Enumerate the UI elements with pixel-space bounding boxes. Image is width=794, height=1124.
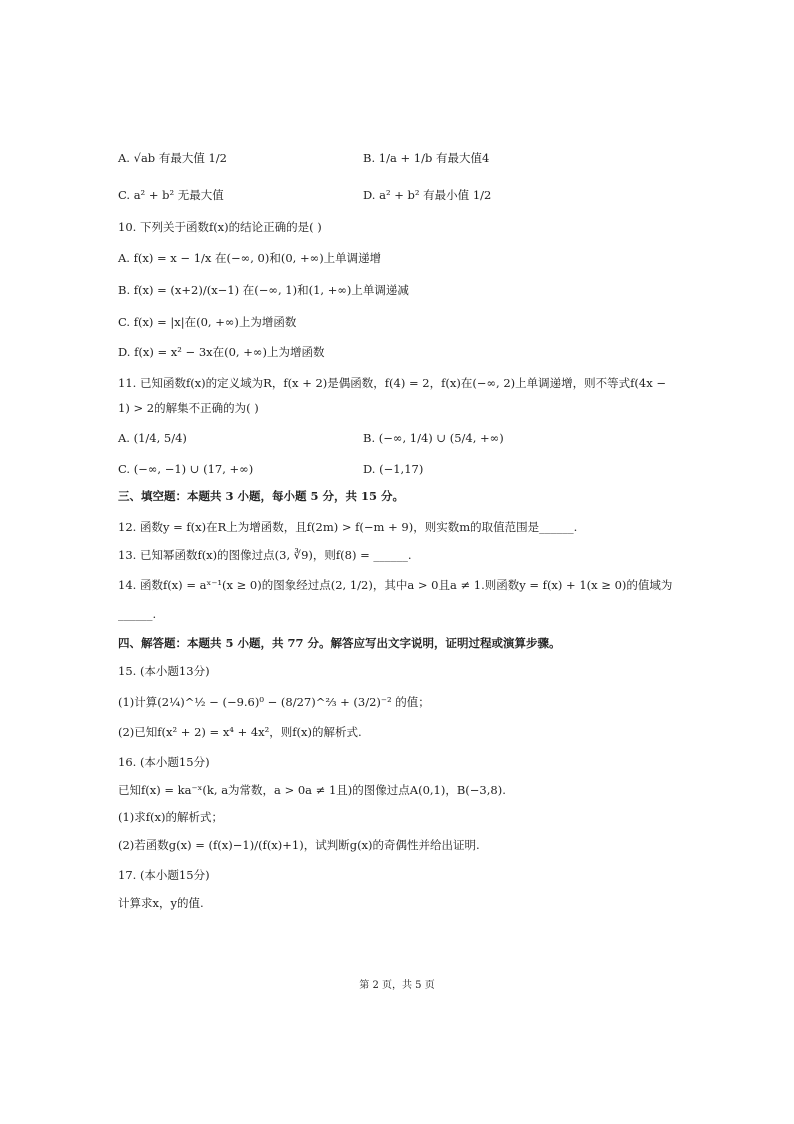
section4-heading: 四、解答题：本题共 5 小题，共 77 分。解答应写出文字说明，证明过程或演算步骤。 (118, 636, 561, 650)
q15-part2: (2)已知f(x² + 2) = x⁴ + 4x²，则f(x)的解析式. (118, 725, 362, 739)
q9-option-a: A. √ab 有最大值 1/2 (118, 151, 227, 165)
q11-option-c: C. (−∞, −1) ∪ (17, +∞) (118, 462, 254, 476)
q10-option-b: B. f(x) = (x+2)/(x−1) 在(−∞, 1)和(1, +∞)上单调递减 (118, 283, 409, 297)
section3-heading: 三、填空题：本题共 3 小题，每小题 5 分，共 15 分。 (118, 489, 405, 503)
q16-part1: (1)求f(x)的解析式； (118, 810, 224, 824)
q10-option-d: D. f(x) = x² − 3x在(0, +∞)上为增函数 (118, 345, 325, 359)
page-footer: 第 2 页，共 5 页 (359, 980, 435, 991)
q10-option-c: C. f(x) = |x|在(0, +∞)上为增函数 (118, 315, 297, 329)
q14-line1: 14. 函数f(x) = aˣ⁻¹(x ≥ 0)的图象经过点(2, 1/2)，其中a > 0且a ≠ 1.则函数y = f(x) + 1(x ≥ 0)的值域为 (118, 578, 673, 592)
q11-stem-line2: 1) > 2的解集不正确的为( ) (118, 401, 259, 415)
q11-option-d: D. (−1,17) (363, 462, 424, 476)
q15-part1: (1)计算(2¼)^½ − (−9.6)⁰ − (8/27)^⅔ + (3/2)⁻² 的值； (118, 695, 430, 709)
q10-option-a: A. f(x) = x − 1/x 在(−∞, 0)和(0, +∞)上单调递增 (118, 251, 382, 265)
q9-option-d: D. a² + b² 有最小值 1/2 (363, 188, 492, 202)
q16-stem: 已知f(x) = ka⁻ˣ(k, a为常数，a > 0a ≠ 1且)的图像过点A(0,1)，B(−3,8). (118, 783, 506, 797)
q9-option-c: C. a² + b² 无最大值 (118, 188, 224, 202)
q11-stem-line1: 11. 已知函数f(x)的定义域为R，f(x + 2)是偶函数，f(4) = 2，f(x)在(−∞, 2)上单调递增，则不等式f(4x − (118, 376, 666, 390)
q14-line2: ______. (118, 607, 157, 621)
q9-option-b: B. 1/a + 1/b 有最大值4 (363, 151, 490, 165)
q11-option-a: A. (1/4, 5/4) (118, 431, 187, 445)
q17-stem: 计算求x，y的值. (118, 896, 204, 910)
q17-title: 17. (本小题15分) (118, 868, 210, 882)
q11-option-b: B. (−∞, 1/4) ∪ (5/4, +∞) (363, 431, 504, 445)
q15-title: 15. (本小题13分) (118, 664, 210, 678)
q16-part2: (2)若函数g(x) = (f(x)−1)/(f(x)+1)，试判断g(x)的奇偶性并给出证明. (118, 838, 480, 852)
q12: 12. 函数y = f(x)在R上为增函数，且f(2m) > f(−m + 9)，则实数m的取值范围是______. (118, 520, 578, 534)
q16-title: 16. (本小题15分) (118, 755, 210, 769)
q13: 13. 已知幂函数f(x)的图像过点(3, ∛9)，则f(8) = ______. (118, 548, 412, 562)
q10-stem: 10. 下列关于函数f(x)的结论正确的是( ) (118, 220, 322, 234)
